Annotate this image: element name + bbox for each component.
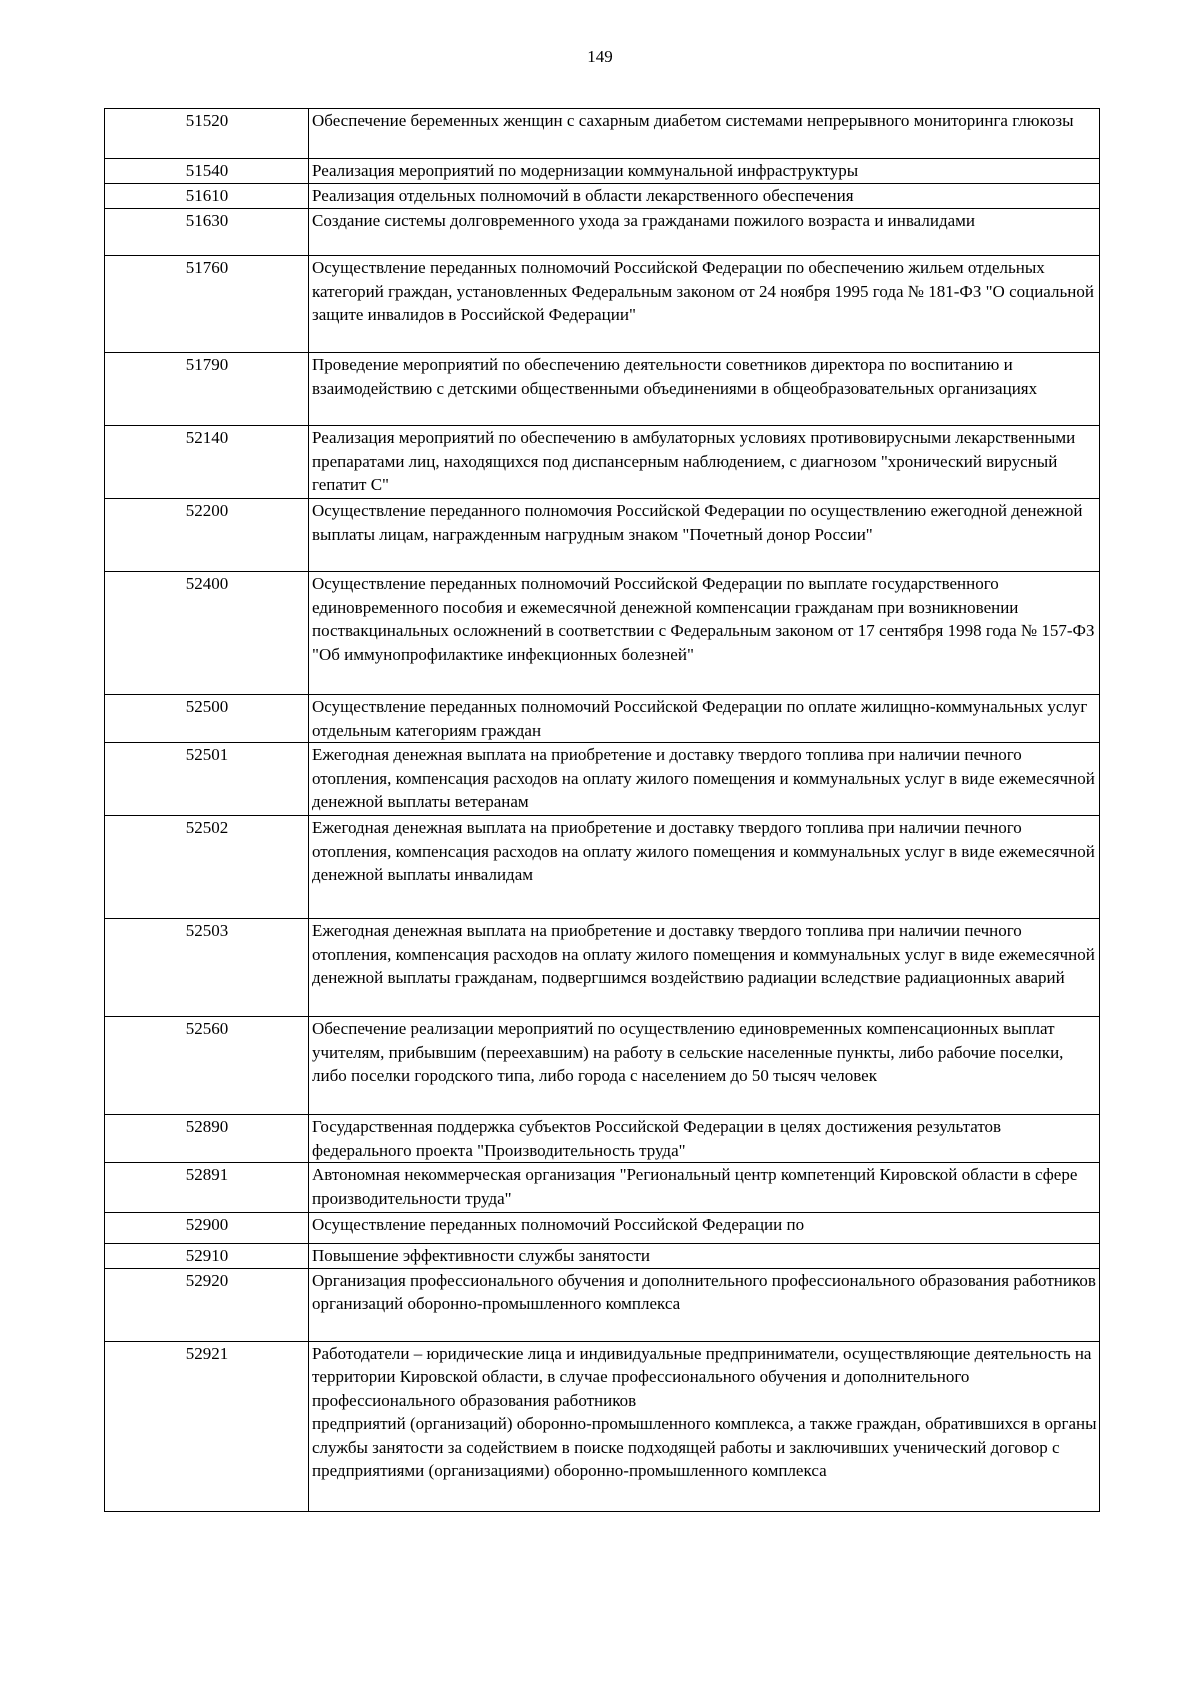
code-cell: 51760 — [105, 256, 309, 353]
description-cell: Создание системы долговременного ухода за гражданами пожилого возраста и инвалидами — [309, 209, 1100, 256]
code-cell: 52560 — [105, 1017, 309, 1115]
code-cell: 51630 — [105, 209, 309, 256]
table-row — [105, 256, 1100, 353]
table-row — [105, 743, 1100, 816]
table-row — [105, 109, 1100, 159]
table-row — [105, 159, 1100, 184]
description-cell: Повышение эффективности службы занятости — [309, 1244, 1100, 1269]
code-cell: 51610 — [105, 184, 309, 209]
description-cell: Проведение мероприятий по обеспечению деятельности советников директора по воспитанию и взаимодействию с детскими общественными объединениями в общеобразовательных организациях — [309, 353, 1100, 426]
description-cell: Автономная некоммерческая организация "Региональный центр компетенций Кировской области в сфере производительности труда" — [309, 1163, 1100, 1213]
description-cell: Осуществление переданных полномочий Российской Федерации по — [309, 1213, 1100, 1244]
code-cell: 52503 — [105, 919, 309, 1017]
table-row — [105, 572, 1100, 695]
code-cell: 52200 — [105, 499, 309, 572]
description-cell: Осуществление переданного полномочия Российской Федерации по осуществлению ежегодной денежной выплаты лицам, награжденным нагрудным знаком "Почетный донор России" — [309, 499, 1100, 572]
table-row — [105, 919, 1100, 1017]
description-cell: Осуществление переданных полномочий Российской Федерации по обеспечению жильем отдельных категорий граждан, установленных Федеральным законом от 24 ноября 1995 года № 181-ФЗ "О социальной защите инвалидов в Российской Федерации" — [309, 256, 1100, 353]
table-body — [105, 109, 1100, 1512]
description-cell: Обеспечение реализации мероприятий по осуществлению единовременных компенсационных выплат учителям, прибывшим (переехавшим) на работу в сельские населенные пункты, либо рабочие поселки, либо поселки городского типа, либо города с населением до 50 тысяч человек — [309, 1017, 1100, 1115]
code-cell: 52501 — [105, 743, 309, 816]
code-cell: 52140 — [105, 426, 309, 499]
code-cell: 52400 — [105, 572, 309, 695]
code-cell: 52900 — [105, 1213, 309, 1244]
code-cell: 52920 — [105, 1268, 309, 1341]
description-cell: Реализация отдельных полномочий в области лекарственного обеспечения — [309, 184, 1100, 209]
description-cell: Государственная поддержка субъектов Российской Федерации в целях достижения результатов федерального проекта "Производительность труда" — [309, 1115, 1100, 1163]
code-cell: 51540 — [105, 159, 309, 184]
table-row — [105, 1115, 1100, 1163]
description-cell: Обеспечение беременных женщин с сахарным диабетом системами непрерывного мониторинга глюкозы — [309, 109, 1100, 159]
table-row — [105, 1017, 1100, 1115]
table-row — [105, 1163, 1100, 1213]
table-row — [105, 499, 1100, 572]
description-cell: Осуществление переданных полномочий Российской Федерации по выплате государственного единовременного пособия и ежемесячной денежной компенсации гражданам при возникновении поствакцинальных осложнений в соответствии с Федеральным законом от 17 сентября 1998 года № 157-ФЗ "Об иммунопрофилактике инфекционных болезней" — [309, 572, 1100, 695]
table-row — [105, 816, 1100, 919]
table-row — [105, 184, 1100, 209]
code-cell: 52910 — [105, 1244, 309, 1269]
table-row — [105, 426, 1100, 499]
description-cell: Организация профессионального обучения и дополнительного профессионального образования работников организаций оборонно-промышленного комплекса — [309, 1268, 1100, 1341]
table-row — [105, 1244, 1100, 1269]
code-cell: 52502 — [105, 816, 309, 919]
code-cell: 51520 — [105, 109, 309, 159]
description-cell: Ежегодная денежная выплата на приобретение и доставку твердого топлива при наличии печного отопления, компенсация расходов на оплату жилого помещения и коммунальных услуг в виде ежемесячной денежной выплаты инвалидам — [309, 816, 1100, 919]
description-cell: Ежегодная денежная выплата на приобретение и доставку твердого топлива при наличии печного отопления, компенсация расходов на оплату жилого помещения и коммунальных услуг в виде ежемесячной денежной выплаты гражданам, подвергшимся воздействию радиации вследствие радиационных аварий — [309, 919, 1100, 1017]
code-cell: 52890 — [105, 1115, 309, 1163]
code-cell: 52891 — [105, 1163, 309, 1213]
description-cell: Ежегодная денежная выплата на приобретение и доставку твердого топлива при наличии печного отопления, компенсация расходов на оплату жилого помещения и коммунальных услуг в виде ежемесячной денежной выплаты ветеранам — [309, 743, 1100, 816]
description-cell: Осуществление переданных полномочий Российской Федерации по оплате жилищно-коммунальных услуг отдельным категориям граждан — [309, 695, 1100, 743]
description-cell: Реализация мероприятий по обеспечению в амбулаторных условиях противовирусными лекарственными препаратами лиц, находящихся под диспансерным наблюдением, с диагнозом "хронический вирусный гепатит С" — [309, 426, 1100, 499]
code-cell: 51790 — [105, 353, 309, 426]
table-row — [105, 695, 1100, 743]
code-cell: 52921 — [105, 1341, 309, 1511]
description-cell: Работодатели – юридические лица и индивидуальные предприниматели, осуществляющие деятельность на территории Кировской области, в случае профессионального обучения и дополнительного профессионального образования работников предприятий (организаций) оборонно-промышленного комплекса, а также граждан, обратившихся в органы службы занятости за содействием в поиске подходящей работы и заключивших ученический договор с предприятиями (организациями) оборонно-промышленного комплекса — [309, 1341, 1100, 1511]
table-row — [105, 353, 1100, 426]
page-number: 149 — [587, 47, 613, 66]
table-row — [105, 1341, 1100, 1511]
budget-codes-table — [104, 108, 1100, 1512]
table-row — [105, 209, 1100, 256]
table-row — [105, 1268, 1100, 1341]
table-row — [105, 1213, 1100, 1244]
code-cell: 52500 — [105, 695, 309, 743]
description-cell: Реализация мероприятий по модернизации коммунальной инфраструктуры — [309, 159, 1100, 184]
